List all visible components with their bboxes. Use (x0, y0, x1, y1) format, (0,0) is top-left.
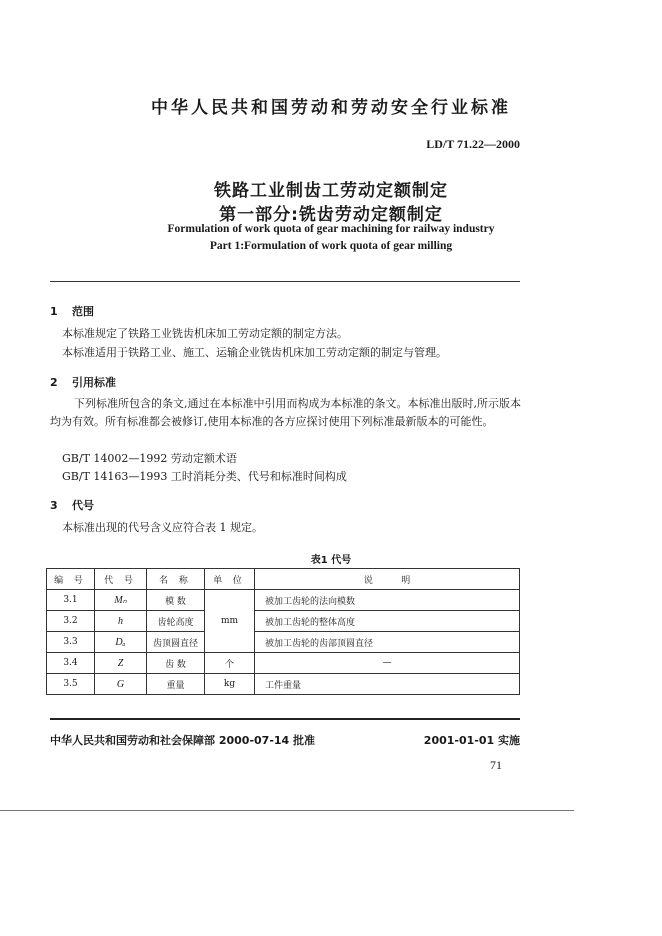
cell-desc: 被加工齿轮的整体高度 (255, 611, 520, 632)
title-en-sub: Part 1:Formulation of work quota of gear milling (209, 240, 453, 252)
section-number: 2 (50, 376, 58, 389)
cell-unit: kg (205, 674, 255, 695)
reference-1: GB/T 14002—1992 劳动定额术语 (62, 452, 237, 465)
code-table (46, 568, 520, 695)
cell-name: 齿轮高度 (147, 611, 205, 632)
issuing-body-title: 中华人民共和国劳动和劳动安全行业标准 (151, 98, 511, 118)
section-2-paragraph: 下列标准所包含的条文,通过在本标准中引用而构成为本标准的条文。本标准出版时,所示版本均为有效。所有标准都会被修订,使用本标准的各方应探讨使用下列标准最新版本的可能性。 (50, 397, 521, 428)
title-cn-sub: 第一部分:铣齿劳动定额制定 (219, 205, 443, 225)
header-unit: 单 位 (205, 569, 255, 590)
cell-desc: — (255, 653, 520, 674)
footer-divider (50, 718, 520, 720)
section-number: 3 (50, 499, 58, 512)
standard-code: LD/T 71.22—2000 (426, 137, 520, 151)
section-title: 范围 (72, 305, 94, 318)
section-1-line-2: 本标准适用于铁路工业、施工、运输企业铣齿机床加工劳动定额的制定与管理。 (62, 346, 447, 359)
effective-date: 2001-01-01 实施 (423, 734, 520, 747)
cell-unit: 个 (205, 653, 255, 674)
section-title: 引用标准 (72, 376, 116, 389)
section-3-heading (50, 497, 94, 513)
title-en-main: Formulation of work quota of gear machining for railway industry (167, 223, 495, 235)
header-desc: 说 明 (255, 569, 520, 590)
table-caption: 表1 代号 (310, 555, 352, 566)
cell-id: 3.1 (47, 590, 95, 611)
cell-desc: 被加工齿轮的齿部顶圆直径 (255, 632, 520, 653)
reference-2: GB/T 14163—1993 工时消耗分类、代号和标准时间构成 (62, 470, 347, 483)
title-cn-main: 铁路工业制齿工劳动定额制定 (214, 181, 448, 201)
table-row (47, 611, 520, 632)
cell-code: h (95, 611, 147, 632)
title-divider (50, 281, 520, 282)
cell-desc: 被加工齿轮的法向模数 (255, 590, 520, 611)
table-row (47, 653, 520, 674)
section-1-heading (50, 303, 94, 319)
cell-id: 3.4 (47, 653, 95, 674)
section-2-heading (50, 374, 116, 390)
section-1-line-1: 本标准规定了铁路工业铣齿机床加工劳动定额的制定方法。 (62, 327, 348, 340)
header-name: 名 称 (147, 569, 205, 590)
cell-name: 模 数 (147, 590, 205, 611)
cell-code: Mₙ (95, 590, 147, 611)
table-row (47, 590, 520, 611)
section-number: 1 (50, 305, 58, 318)
table-header-row (47, 569, 520, 590)
cell-code: G (95, 674, 147, 695)
cell-id: 3.5 (47, 674, 95, 695)
header-id: 编 号 (47, 569, 95, 590)
cell-unit: mm (205, 590, 255, 653)
table-row (47, 674, 520, 695)
section-3-line-1: 本标准出现的代号含义应符合表 1 规定。 (62, 521, 263, 534)
page-edge-line (0, 810, 574, 811)
header-code: 代 号 (95, 569, 147, 590)
cell-id: 3.2 (47, 611, 95, 632)
cell-id: 3.3 (47, 632, 95, 653)
approval-statement: 中华人民共和国劳动和社会保障部 2000-07-14 批准 (50, 734, 316, 747)
section-title: 代号 (72, 499, 94, 512)
cell-desc: 工件重量 (255, 674, 520, 695)
page-number: 71 (490, 758, 502, 772)
cell-name: 重量 (147, 674, 205, 695)
cell-name: 齿 数 (147, 653, 205, 674)
cell-code: Z (95, 653, 147, 674)
cell-code: Dₐ (95, 632, 147, 653)
table-row (47, 632, 520, 653)
cell-name: 齿顶圆直径 (147, 632, 205, 653)
